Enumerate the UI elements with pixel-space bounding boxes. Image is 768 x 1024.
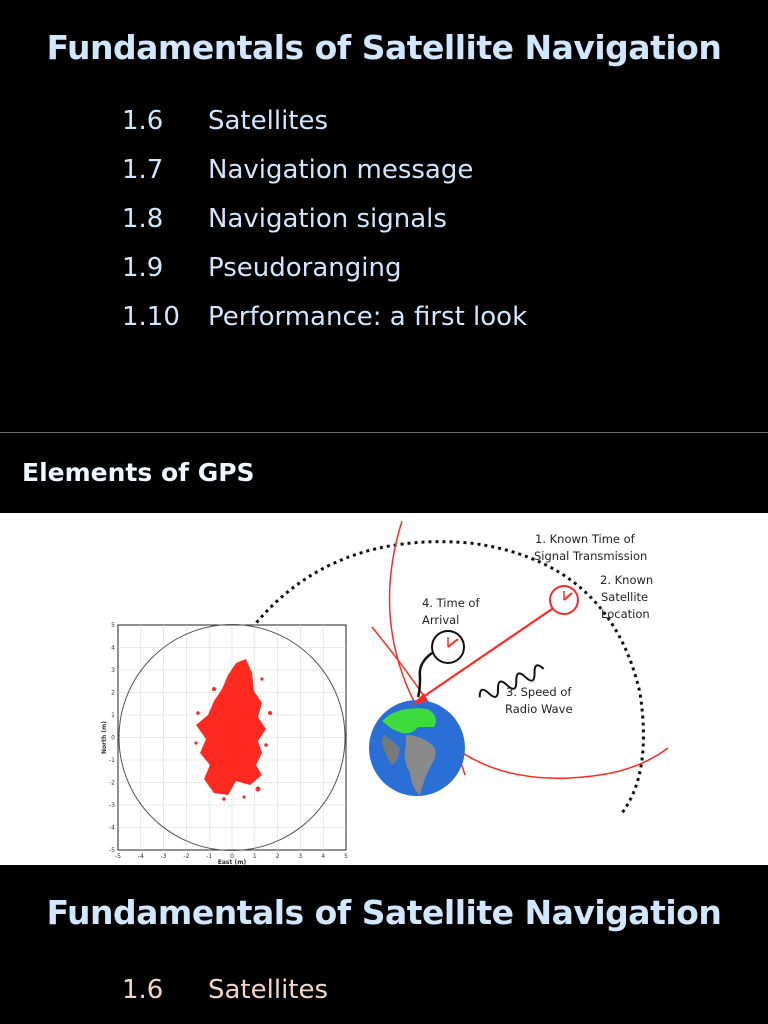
label-speed-of-wave: Radio Wave — [505, 702, 573, 716]
toc-number: 1.6 — [122, 106, 164, 136]
toc-item — [122, 253, 527, 302]
toc-text: Navigation signals — [208, 204, 447, 234]
x-tick: 1 — [252, 853, 257, 860]
slide-divider — [0, 432, 768, 433]
toc-number: 1.9 — [122, 253, 164, 283]
y-tick: 2 — [111, 689, 115, 697]
x-axis-label: East (m) — [217, 859, 247, 865]
slide-title: Fundamentals of Satellite Navigation — [46, 28, 722, 67]
toc-item — [122, 204, 527, 253]
toc-item — [122, 975, 328, 1005]
toc-number: 1.8 — [122, 204, 164, 234]
x-tick: 3 — [298, 853, 303, 860]
satellite-clock-icon — [550, 586, 578, 614]
toc-number: 1.6 — [122, 975, 164, 1005]
table-of-contents — [122, 106, 527, 351]
toc-text: Satellites — [208, 106, 329, 136]
y-tick: -3 — [109, 802, 115, 809]
x-tick: 4 — [321, 853, 326, 860]
toc-number: 1.10 — [122, 302, 180, 332]
toc-text: Performance: a first look — [208, 302, 528, 332]
y-axis-ticks — [109, 622, 115, 854]
y-tick: -2 — [109, 779, 115, 787]
slide-2-title: Elements of GPS — [22, 458, 255, 487]
arrival-clock-icon — [418, 631, 464, 697]
y-tick: -5 — [109, 847, 115, 854]
y-tick: -1 — [109, 757, 115, 764]
slide-title: Fundamentals of Satellite Navigation — [46, 893, 722, 932]
toc-text: Pseudoranging — [208, 253, 402, 283]
toc-item — [122, 302, 527, 351]
y-tick: 3 — [111, 667, 115, 674]
label-known-time: 1. Known Time of — [535, 532, 635, 546]
toc-item — [122, 106, 527, 155]
toc-text: Navigation message — [208, 155, 474, 185]
y-tick: 1 — [111, 712, 115, 719]
x-tick: -3 — [160, 853, 167, 860]
x-tick: -5 — [115, 853, 121, 860]
label-speed-of-wave: 3. Speed of — [506, 685, 572, 699]
x-tick: -4 — [137, 853, 144, 860]
label-known-location: Satellite — [601, 590, 649, 604]
slide-1 — [0, 0, 768, 432]
toc-number: 1.7 — [122, 155, 164, 185]
label-time-of-arrival: Arrival — [422, 613, 460, 627]
x-tick: -2 — [183, 853, 190, 860]
toc-text: Satellites — [208, 975, 329, 1005]
x-tick: 2 — [275, 853, 280, 860]
label-time-of-arrival: 4. Time of — [422, 596, 480, 610]
y-tick: -4 — [109, 824, 115, 832]
toc-item — [122, 155, 527, 204]
slide-3 — [0, 865, 768, 1024]
diagram-labels — [422, 532, 653, 716]
y-axis-label: North (m) — [101, 720, 108, 755]
y-tick: 0 — [111, 734, 115, 742]
y-tick: 5 — [111, 622, 115, 629]
gps-diagram — [0, 513, 768, 865]
x-tick: 0 — [230, 853, 234, 860]
label-known-location: 2. Known — [600, 573, 654, 587]
label-known-time: Signal Transmission — [534, 549, 648, 563]
x-tick: -1 — [206, 853, 213, 860]
x-tick: 5 — [344, 853, 348, 860]
label-known-location: Location — [601, 607, 650, 621]
gps-elements-figure — [0, 513, 768, 865]
earth-icon — [369, 700, 465, 796]
y-tick: 4 — [111, 644, 115, 652]
